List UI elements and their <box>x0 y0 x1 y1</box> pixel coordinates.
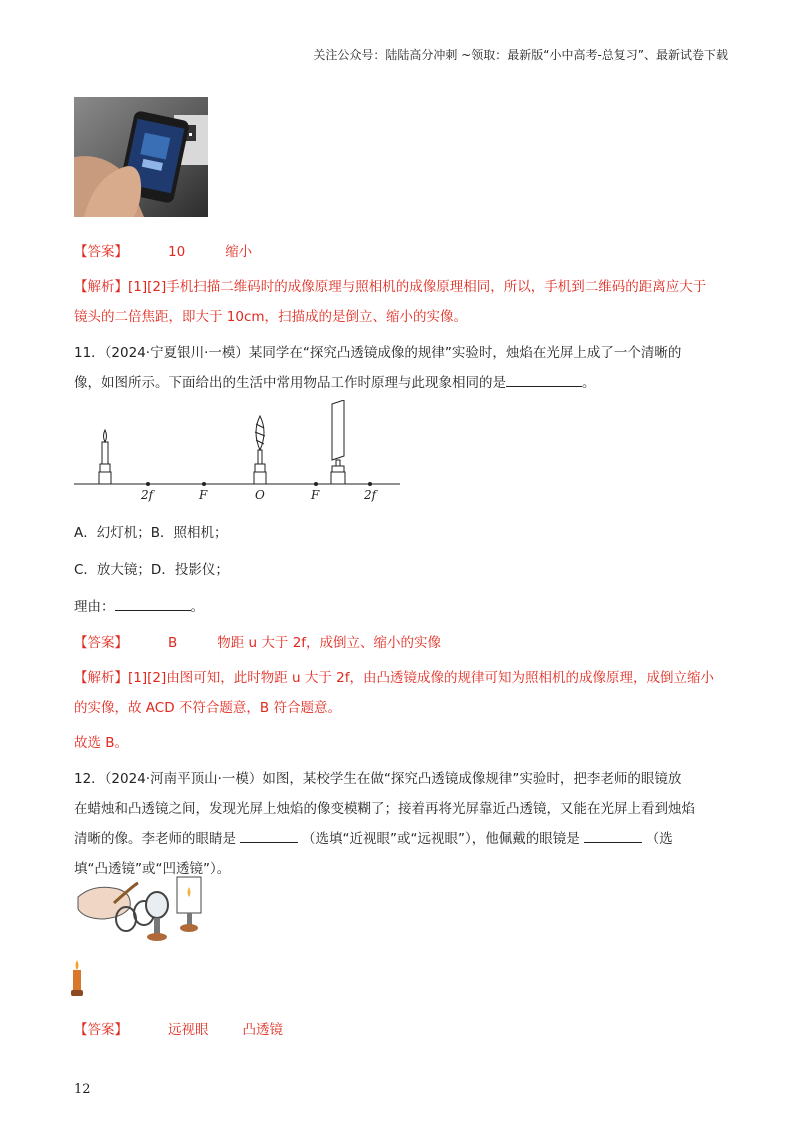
diagram-label-2f: 2f <box>364 488 377 502</box>
question-punct: 。 <box>190 599 204 615</box>
analysis-tag: 【解析】 <box>74 670 128 686</box>
answer-blank[interactable] <box>584 828 642 843</box>
light-screen-icon <box>331 400 345 484</box>
analysis-line: [1][2]由图可知，此时物距 u 大于 2f，由凸透镜成像的规律可知为照相机的成像原理，成倒立缩小 <box>128 670 715 686</box>
question-line: 在蜡烛和凸透镜之间，发现光屏上烛焰的像变模糊了；接着再将光屏靠近凸透镜，又能在光屏上看到烛焰 <box>74 801 695 817</box>
answer-value-1: 远视眼 <box>168 1022 209 1038</box>
q12-stem <box>74 764 726 884</box>
question-punct: 。 <box>582 375 596 391</box>
reason-label: 理由： <box>74 599 115 615</box>
q11-analysis <box>74 663 726 723</box>
analysis-line: [1][2]手机扫描二维码时的成像原理与照相机的成像原理相同，所以，手机到二维码的距离应大于 <box>128 279 707 295</box>
q12-answer <box>74 1018 283 1038</box>
glasses-experiment-illustration <box>74 873 214 953</box>
answer-value-2: 缩小 <box>225 244 253 260</box>
optical-bench-diagram <box>74 400 404 505</box>
page-header: 关注公众号：陆陆高分冲刺 ~领取：最新版“小中高考-总复习”、最新试卷下载 <box>313 48 728 62</box>
question-line: （选 <box>645 831 673 847</box>
candle-icon <box>99 430 111 484</box>
analysis-tag: 【解析】 <box>74 279 128 295</box>
answer-value-1: 10 <box>168 244 186 260</box>
analysis-line: 镜头的二倍焦距，即大于 10cm，扫描成的是倒立、缩小的实像。 <box>74 309 468 325</box>
q10-analysis <box>74 272 726 332</box>
diagram-label-F: F <box>311 488 320 502</box>
answer-blank[interactable] <box>240 828 298 843</box>
phone-scan-photo <box>74 97 208 217</box>
question-line: （选填“近视眼”或“远视眼”），他佩戴的眼镜是 <box>302 831 580 847</box>
answer-blank[interactable] <box>115 596 191 611</box>
answer-tag: 【答案】 <box>74 635 128 651</box>
diagram-label-2f: 2f <box>141 488 154 502</box>
answer-value-2: 凸透镜 <box>242 1022 283 1038</box>
answer-value-1: B <box>168 635 178 651</box>
q11-option-row-1: A．幻灯机；B．照相机； <box>74 525 228 541</box>
q11-stem <box>74 338 726 398</box>
answer-blank[interactable] <box>506 372 582 387</box>
convex-lens-icon <box>146 892 168 941</box>
question-line: 11．（2024·宁夏银川·一模）某同学在“探究凸透镜成像的规律”实验时，烛焰在光屏上成了一个清晰的 <box>74 345 682 361</box>
page-number: 12 <box>74 1082 91 1097</box>
q11-option-row-2: C．放大镜；D．投影仪； <box>74 562 229 578</box>
q11-conclusion: 故选 B。 <box>74 735 129 751</box>
question-line: 12．（2024·河南平顶山·一模）如图，某校学生在做“探究凸透镜成像规律”实验时，把李老师的眼镜放 <box>74 771 682 787</box>
convex-lens-icon <box>254 416 266 484</box>
diagram-label-O: O <box>255 488 265 502</box>
question-line: 清晰的像。李老师的眼睛是 <box>74 831 236 847</box>
question-line: 填“凸透镜”或“凹透镜”）。 <box>74 861 231 877</box>
question-line: 像，如图所示。下面给出的生活中常用物品工作时原理与此现象相同的是 <box>74 375 506 391</box>
answer-value-2: 物距 u 大于 2f，成倒立、缩小的实像 <box>217 635 442 651</box>
answer-tag: 【答案】 <box>74 1022 128 1038</box>
light-screen-icon <box>177 877 201 932</box>
q11-reason <box>74 592 726 622</box>
q10-answer <box>74 240 252 260</box>
answer-tag: 【答案】 <box>74 244 128 260</box>
candle-icon <box>70 960 84 998</box>
analysis-line: 的实像，故 ACD 不符合题意，B 符合题意。 <box>74 700 341 716</box>
q11-answer <box>74 631 441 651</box>
diagram-label-F: F <box>199 488 208 502</box>
